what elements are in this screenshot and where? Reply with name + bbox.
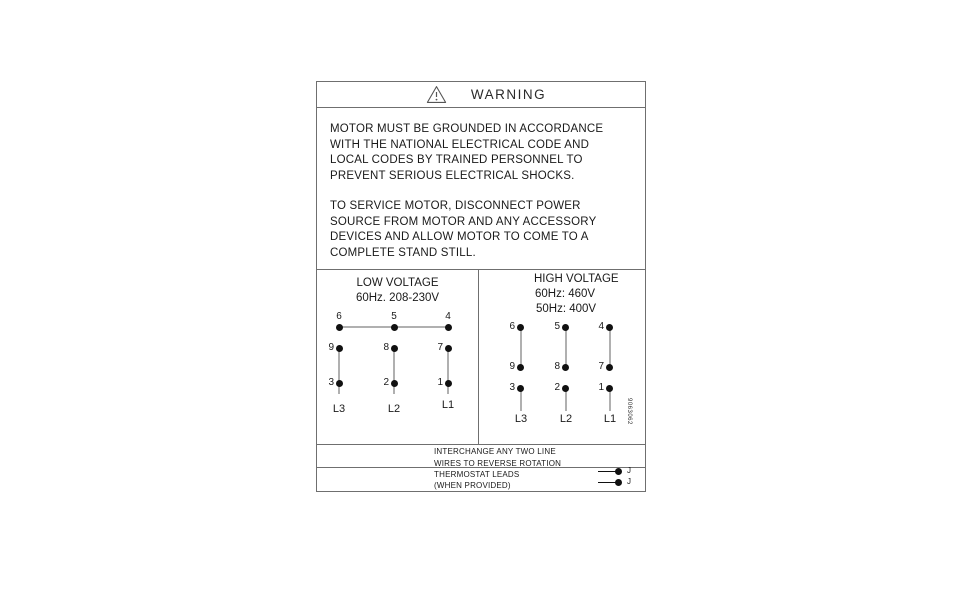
terminal-dot (606, 364, 613, 371)
terminal-dot (445, 345, 452, 352)
line-label: L1 (603, 413, 617, 425)
thermostat-lead-dot (615, 468, 622, 475)
terminal-dot (606, 324, 613, 331)
thermostat-lead-wire (598, 471, 616, 472)
terminal-dot (336, 345, 343, 352)
terminal-label: 2 (554, 382, 560, 393)
terminal-label: 7 (437, 342, 443, 353)
terminal-dot (606, 385, 613, 392)
terminal-dot (562, 324, 569, 331)
terminal-label: 5 (554, 321, 560, 332)
motor-warning-label (316, 81, 646, 492)
body-line: TO SERVICE MOTOR, DISCONNECT POWER (330, 200, 581, 212)
thermostat-lead-label: J (627, 477, 631, 486)
connector-line (447, 348, 449, 394)
high-voltage-subtitle-50hz: 50Hz: 400V (536, 303, 597, 315)
terminal-dot (391, 324, 398, 331)
warning-title: WARNING (470, 87, 547, 102)
terminal-label: 5 (391, 311, 397, 322)
terminal-label: 1 (598, 382, 604, 393)
terminal-label: 7 (598, 361, 604, 372)
warning-triangle-icon (426, 85, 447, 104)
connector-line (393, 348, 395, 394)
warning-body-text (330, 122, 639, 276)
line-label: L1 (441, 399, 455, 411)
terminal-label: 9 (509, 361, 515, 372)
terminal-dot (445, 380, 452, 387)
part-number: 9063062 (626, 398, 632, 425)
terminal-dot (445, 324, 452, 331)
line-label: L2 (387, 403, 401, 415)
terminal-dot (517, 364, 524, 371)
terminal-label: 8 (383, 342, 389, 353)
terminal-dot (562, 364, 569, 371)
line-label: L3 (332, 403, 346, 415)
terminal-dot (336, 380, 343, 387)
terminal-label: 6 (509, 321, 515, 332)
thermostat-note-line1: THERMOSTAT LEADS (434, 470, 520, 479)
line-label: L3 (514, 413, 528, 425)
connector-line (565, 327, 567, 367)
terminal-label: 6 (336, 311, 342, 322)
rotation-note-line2: WIRES TO REVERSE ROTATION (434, 459, 562, 468)
service-warning-paragraph (330, 199, 639, 261)
terminal-dot (391, 345, 398, 352)
thermostat-lead-dot (615, 479, 622, 486)
terminal-label: 4 (445, 311, 451, 322)
body-line: LOCAL CODES BY TRAINED PERSONNEL TO (330, 154, 583, 166)
body-line: WITH THE NATIONAL ELECTRICAL CODE AND (330, 138, 590, 151)
terminal-dot (517, 324, 524, 331)
voltage-sections-divider (478, 269, 479, 444)
warning-header (317, 82, 645, 107)
terminal-dot (336, 324, 343, 331)
thermostat-note-line2: (WHEN PROVIDED) (434, 481, 511, 490)
low-voltage-subtitle: 60Hz. 208-230V (355, 292, 440, 304)
diagram-notes-divider (317, 444, 645, 445)
rotation-note-line1: INTERCHANGE ANY TWO LINE (434, 447, 556, 456)
terminal-label: 3 (509, 382, 515, 393)
body-line: SOURCE FROM MOTOR AND ANY ACCESSORY (330, 215, 597, 228)
thermostat-lead-wire (598, 482, 616, 483)
body-line: COMPLETE STAND STILL. (330, 246, 476, 259)
thermostat-lead-label: J (627, 466, 631, 475)
terminal-label: 2 (383, 377, 389, 388)
body-line: DEVICES AND ALLOW MOTOR TO COME TO A (330, 231, 589, 243)
terminal-dot (517, 385, 524, 392)
terminal-label: 9 (328, 342, 334, 353)
terminal-label: 4 (598, 321, 604, 332)
line-label: L2 (559, 413, 573, 425)
connector-line (609, 327, 611, 367)
low-voltage-title: LOW VOLTAGE (356, 277, 439, 289)
header-divider (317, 107, 645, 108)
high-voltage-subtitle-60hz: 60Hz: 460V (535, 288, 596, 300)
terminal-dot (391, 380, 398, 387)
body-line: PREVENT SERIOUS ELECTRICAL SHOCKS. (330, 169, 575, 182)
connector-line (520, 327, 522, 367)
connector-line (338, 348, 340, 394)
terminal-dot (562, 385, 569, 392)
grounding-warning-paragraph (330, 122, 639, 184)
body-line: MOTOR MUST BE GROUNDED IN ACCORDANCE (330, 123, 604, 135)
terminal-label: 3 (328, 377, 334, 388)
terminal-label: 8 (554, 361, 560, 372)
terminal-label: 1 (437, 377, 443, 388)
high-voltage-title: HIGH VOLTAGE (534, 273, 619, 285)
